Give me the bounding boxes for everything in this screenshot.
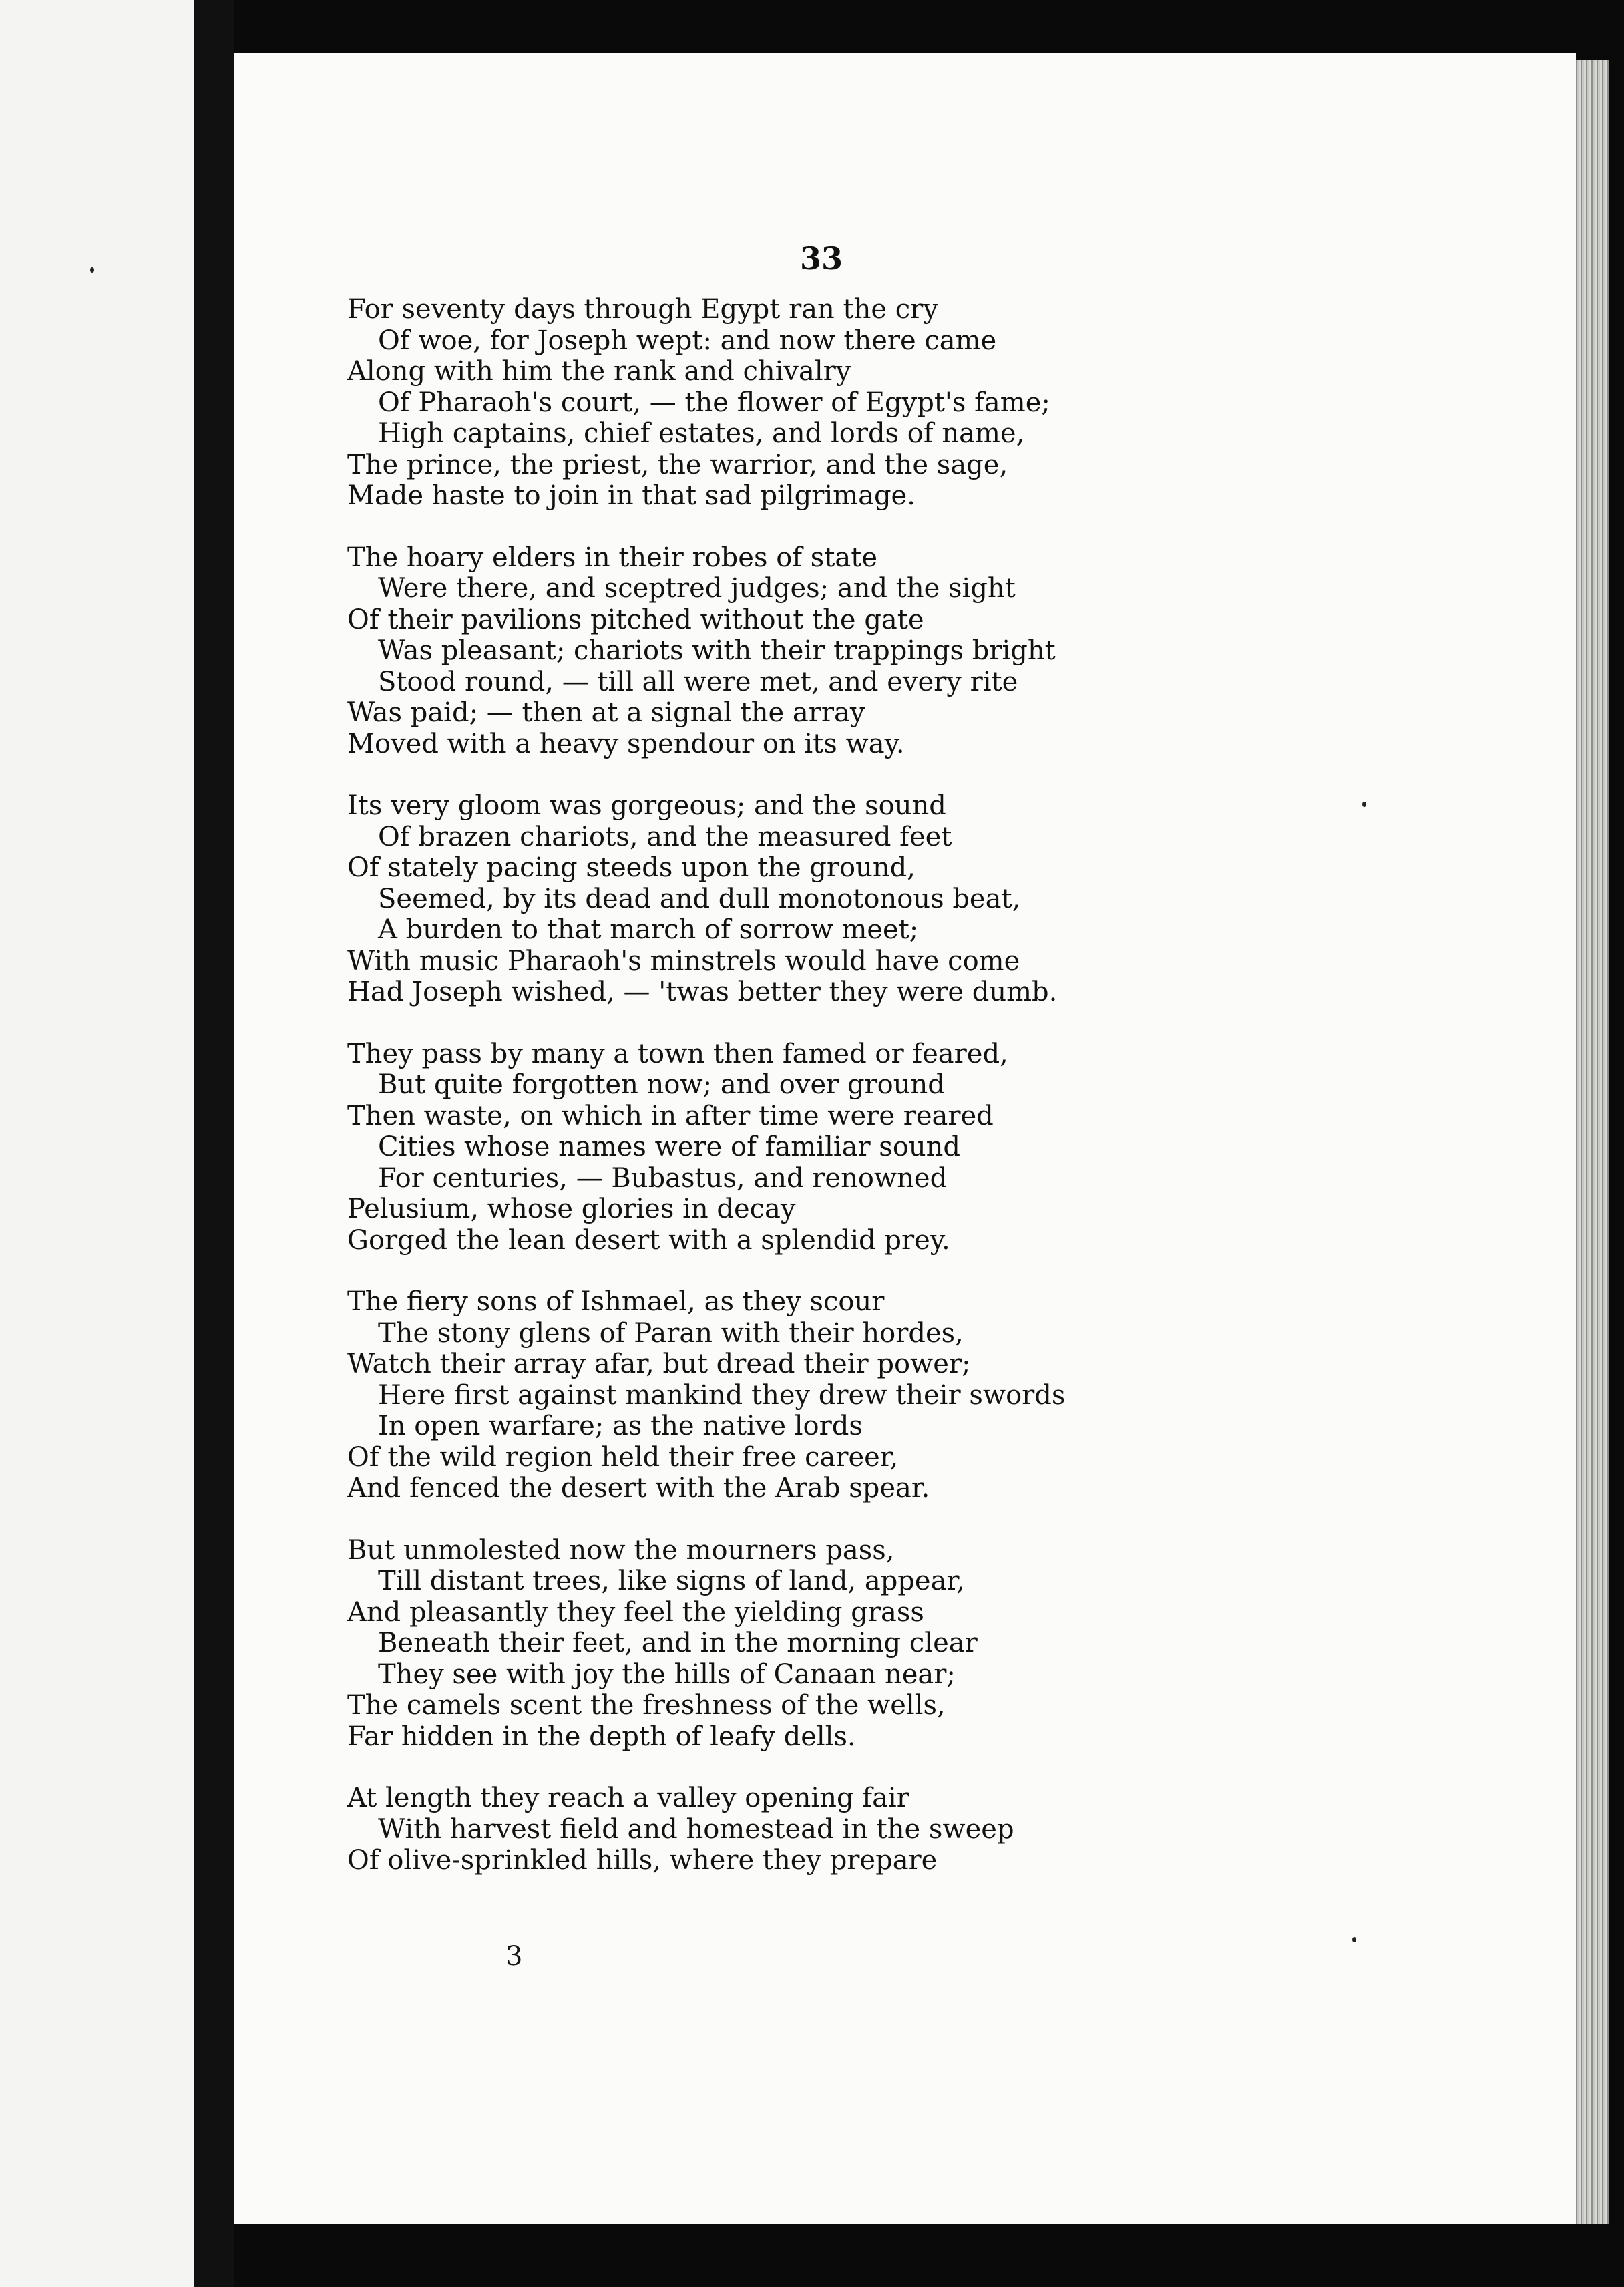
facing-page-edge [0,0,194,2287]
poem-line: The stony glens of Paran with their hordes, [378,1317,964,1349]
poem-line: Here first against mankind they drew their swords [378,1379,1066,1411]
poem-line: With harvest field and homestead in the sweep [378,1813,1014,1845]
page-number: 33 [799,240,843,277]
poem-line: And fenced the desert with the Arab spear. [347,1473,930,1504]
ink-speck [1362,802,1366,807]
poem-line: But quite forgotten now; and over ground [378,1069,945,1100]
poem-line: They pass by many a town then famed or feared, [347,1038,1008,1069]
poem-body [347,294,1549,1907]
poem-line: Watch their array afar, but dread their power; [347,1349,971,1379]
poem-line: Stood round, — till all were met, and every rite [378,666,1018,697]
poem-line: Seemed, by its dead and dull monotonous beat, [378,883,1021,914]
poem-line: High captains, chief estates, and lords of name, [378,418,1025,449]
stanza [347,1286,1549,1504]
poem-line: Far hidden in the depth of leafy dells. [347,1721,856,1752]
poem-line: A burden to that march of sorrow meet; [378,914,919,945]
poem-line: Of Pharaoh's court, — the flower of Egypt's fame; [378,387,1050,418]
poem-line: Were there, and sceptred judges; and the sight [378,573,1016,604]
poem-line: The fiery sons of Ishmael, as they scour [347,1286,885,1317]
poem-line: Cities whose names were of familiar sound [378,1131,961,1162]
ink-speck [1352,1937,1356,1942]
signature-mark: 3 [505,1941,523,1972]
poem-line: Was pleasant; chariots with their trappings bright [378,635,1056,666]
poem-line: The prince, the priest, the warrior, and the sage, [347,449,1008,480]
poem-line: Till distant trees, like signs of land, appear, [378,1566,965,1596]
poem-line: Had Joseph wished, — 'twas better they were dumb. [347,977,1058,1007]
poem-line: Gorged the lean desert with a splendid prey. [347,1224,950,1256]
poem-line: With music Pharaoh's minstrels would have come [347,945,1020,977]
poem-line: And pleasantly they feel the yielding grass [347,1596,924,1628]
book-gutter [194,0,234,2287]
poem-line: Of their pavilions pitched without the gate [347,604,924,635]
poem-line: For seventy days through Egypt ran the cry [347,294,938,325]
poem-line: Pelusium, whose glories in decay [347,1194,796,1224]
stanza [347,542,1549,760]
stanza [347,790,1549,1008]
stanza [347,1783,1549,1876]
poem-line: Of the wild region held their free career, [347,1441,899,1473]
poem-line: For centuries, — Bubastus, and renowned [378,1162,948,1194]
poem-line: Of olive-sprinkled hills, where they prepare [347,1845,938,1876]
poem-line: Was paid; — then at a signal the array [347,697,865,728]
poem-line: Then waste, on which in after time were reared [347,1100,994,1131]
stanza [347,1039,1549,1256]
poem-line: Along with him the rank and chivalry [347,356,851,387]
poem-line: But unmolested now the mourners pass, [347,1534,895,1566]
poem-line: The hoary elders in their robes of state [347,542,877,573]
poem-line: Of stately pacing steeds upon the ground, [347,852,916,883]
poem-line: In open warfare; as the native lords [378,1411,863,1441]
poem-line: Of brazen chariots, and the measured feet [378,821,952,852]
poem-line: The camels scent the freshness of the wells, [347,1690,946,1721]
poem-line: Beneath their feet, and in the morning clear [378,1628,978,1658]
poem-line: Made haste to join in that sad pilgrimage. [347,480,916,511]
poem-line: Of woe, for Joseph wept: and now there came [378,325,997,356]
stanza [347,294,1549,512]
poem-line: Moved with a heavy spendour on its way. [347,728,905,759]
stanza [347,1535,1549,1753]
poem-line: At length they reach a valley opening fair [347,1783,909,1813]
poem-line: Its very gloom was gorgeous; and the sound [347,790,946,821]
ink-speck [90,267,94,273]
poem-line: They see with joy the hills of Canaan near; [378,1658,956,1690]
